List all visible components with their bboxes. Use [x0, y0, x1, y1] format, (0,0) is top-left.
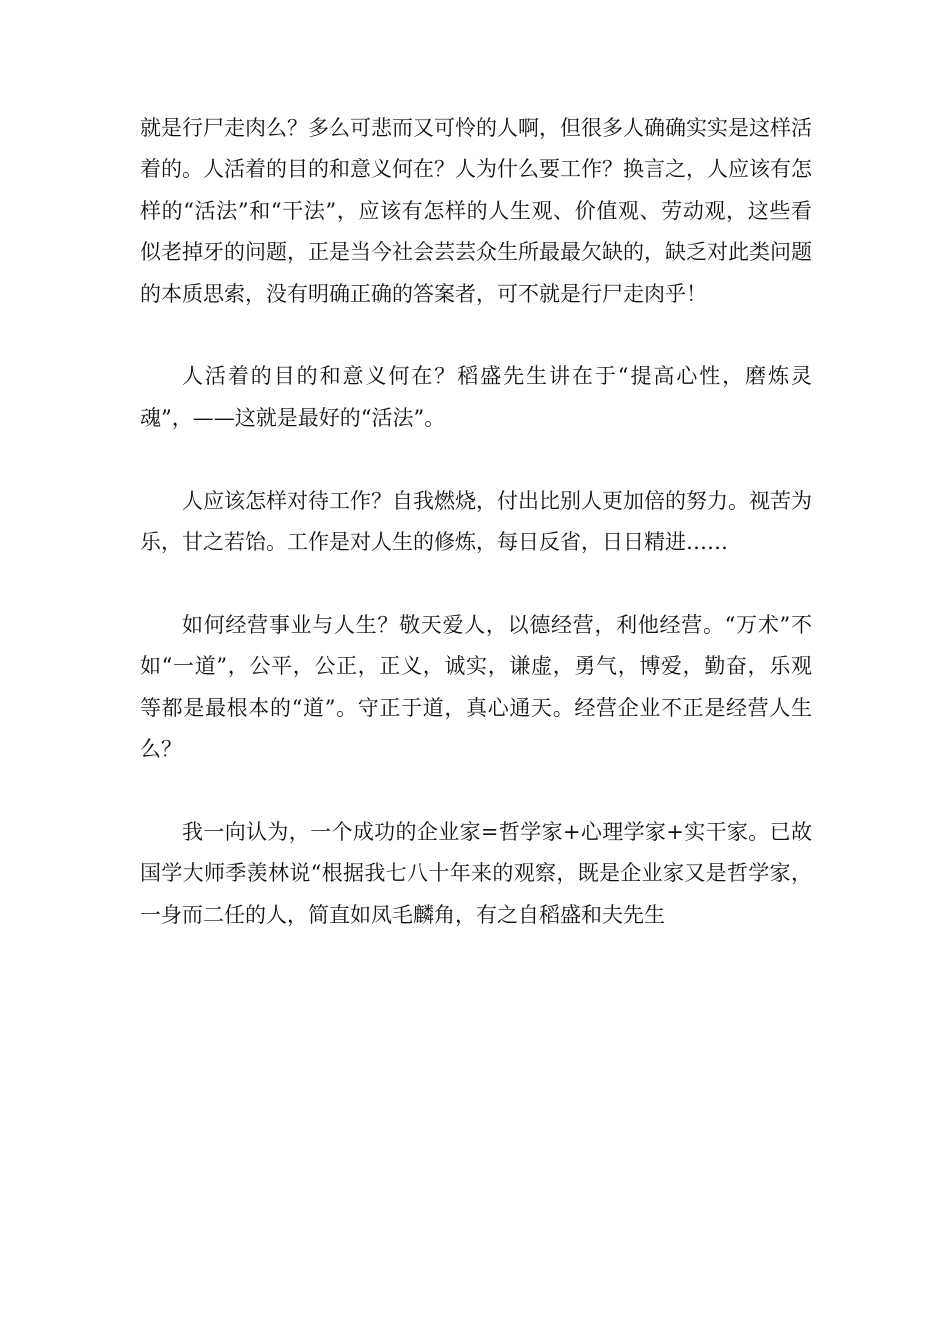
paragraph-2: 人活着的目的和意义何在？稻盛先生讲在于“提高心性，磨炼灵魂”，——这就是最好的“活法”。: [140, 364, 812, 430]
document-body: [140, 108, 812, 936]
paragraph-1: 就是行尸走肉么？多么可悲而又可怜的人啊，但很多人确确实实是这样活着的。人活着的目的和意义何在？人为什么要工作？换言之，人应该有怎样的“活法”和“干法”，应该有怎样的人生观、价值观、劳动观，这些看似老掉牙的问题，正是当今社会芸芸众生所最最欠缺的，缺乏对此类问题的本质思索，没有明确正确的答案者，可不就是行尸走肉乎！: [140, 116, 812, 306]
paragraph-5: 我一向认为，一个成功的企业家=哲学家+心理学家+实干家。已故国学大师季羡林说“根据我七八十年来的观察，既是企业家又是哲学家，一身而二任的人，简直如凤毛麟角，有之自稻盛和夫先生: [140, 819, 812, 927]
paragraph-3: 人应该怎样对待工作？自我燃烧，付出比别人更加倍的努力。视苦为乐，甘之若饴。工作是对人生的修炼，每日反省，日日精进……: [140, 488, 812, 555]
paragraph-4: 如何经营事业与人生？敬天爱人，以德经营，利他经营。“万术”不如“一道”，公平，公正，正义，诚实，谦虚，勇气，博爱，勤奋，乐观等都是最根本的“道”。守正于道，真心通天。经营企业不正是经营人生么？: [140, 612, 812, 762]
